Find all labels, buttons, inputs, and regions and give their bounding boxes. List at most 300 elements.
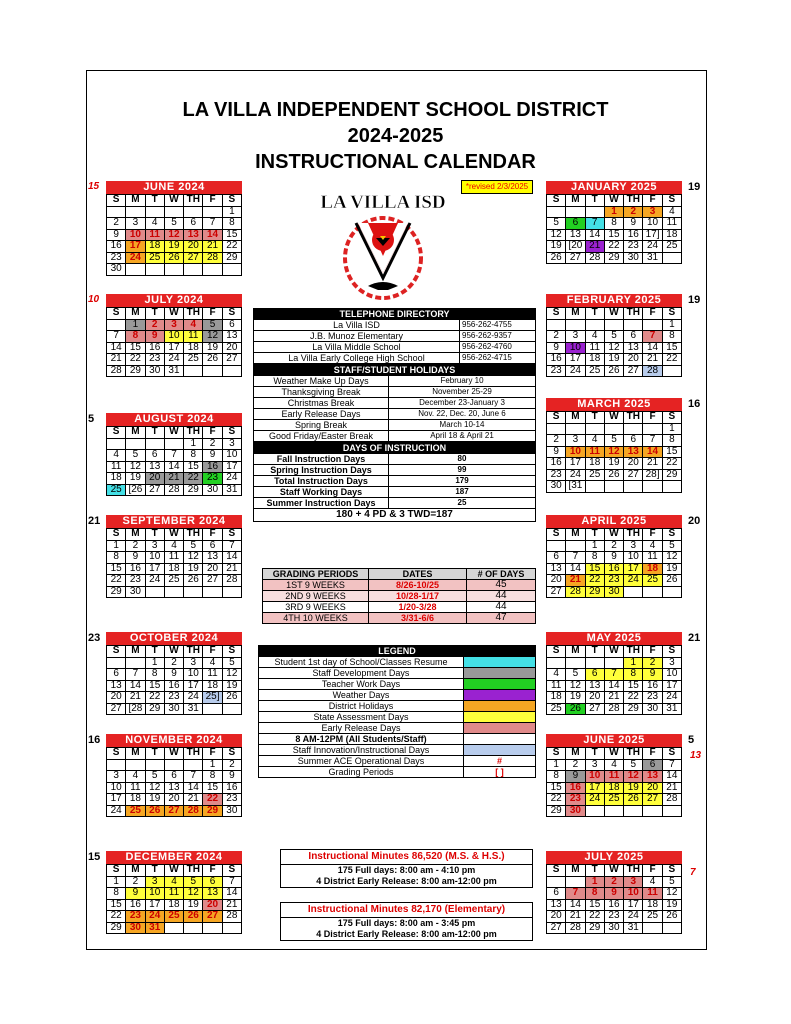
day-cell: 22 — [585, 575, 604, 587]
instruction-value: 187 — [389, 487, 536, 498]
day-cell: 10 — [566, 446, 585, 458]
month-title: MARCH 2025 — [546, 398, 682, 411]
day-cell: 31 — [662, 703, 681, 715]
day-cell: 16 — [624, 229, 643, 241]
weekday-label: TH — [624, 308, 643, 320]
weekday-label: M — [126, 195, 145, 207]
day-cell: 2 — [643, 657, 662, 669]
holiday-name: Spring Break — [254, 420, 389, 431]
day-cell: 9 — [566, 771, 585, 783]
day-cell: 16 — [547, 354, 566, 366]
day-cell — [662, 922, 681, 934]
month-day-total: 21 — [88, 515, 101, 527]
weekday-label: T — [585, 646, 604, 658]
day-cell: 1 — [222, 206, 241, 218]
day-cell: 12 — [145, 782, 164, 794]
day-cell: 17] — [643, 229, 662, 241]
day-cell: 5 — [184, 540, 203, 552]
day-cell — [184, 586, 203, 598]
day-cell: 26 — [547, 252, 566, 264]
day-cell: 15 — [107, 899, 126, 911]
month-sep24 — [88, 515, 242, 598]
day-cell: 15 — [126, 342, 145, 354]
day-cell: 7 — [643, 435, 662, 447]
weekday-label: TH — [184, 865, 203, 877]
instruction-label: Fall Instruction Days — [254, 454, 389, 465]
day-cell: 18 — [126, 794, 145, 806]
day-cell: [20 — [566, 241, 585, 253]
day-cell — [184, 206, 203, 218]
day-cell: 20 — [203, 563, 222, 575]
weekday-label: F — [643, 308, 662, 320]
day-cell — [203, 264, 222, 276]
directory-name: La Villa Middle School — [254, 342, 460, 353]
day-cell: 27 — [222, 354, 241, 366]
day-cell: 18 — [662, 229, 681, 241]
day-cell: 9 — [604, 552, 623, 564]
day-cell: 27 — [203, 911, 222, 923]
day-cell: 21 — [184, 794, 203, 806]
day-cell: 25 — [585, 469, 604, 481]
day-cell: 5 — [547, 218, 566, 230]
day-cell: 8 — [203, 771, 222, 783]
weekday-label: T — [145, 865, 164, 877]
month-day-total: 16 — [88, 734, 101, 746]
day-cell: 19 — [184, 563, 203, 575]
day-cell: 17 — [566, 354, 585, 366]
day-cell: 4 — [126, 771, 145, 783]
weekday-label: F — [643, 412, 662, 424]
day-cell: 7 — [222, 540, 241, 552]
weekday-label: S — [547, 412, 566, 424]
day-cell: 15 — [184, 461, 203, 473]
day-cell: 1 — [585, 540, 604, 552]
day-cell — [164, 586, 183, 598]
day-cell: 23 — [164, 692, 183, 704]
day-cell — [566, 319, 585, 331]
directory-phone: 956-262-4760 — [460, 342, 536, 353]
grading-header-days: # OF DAYS — [467, 569, 536, 580]
instruction-value: 25 — [389, 498, 536, 509]
day-cell: 20 — [222, 342, 241, 354]
day-cell: 27 — [145, 484, 164, 496]
day-cell: 21 — [222, 563, 241, 575]
day-cell: 17 — [624, 563, 643, 575]
day-cell: 7 — [662, 759, 681, 771]
holiday-date: November 25-29 — [389, 387, 536, 398]
day-cell: 24 — [624, 575, 643, 587]
instruction-label: Spring Instruction Days — [254, 465, 389, 476]
day-cell: 11 — [604, 771, 623, 783]
day-cell: 30 — [222, 805, 241, 817]
day-cell: 24 — [164, 354, 183, 366]
weekday-label: T — [585, 412, 604, 424]
weekday-label: S — [547, 646, 566, 658]
month-title: JANUARY 2025 — [546, 181, 682, 194]
day-cell: 27 — [184, 252, 203, 264]
grading-panel — [262, 568, 535, 624]
weekday-label: S — [107, 529, 126, 541]
day-cell: 21 — [604, 692, 623, 704]
day-cell: 5 — [222, 657, 241, 669]
day-cell: 3 — [662, 657, 681, 669]
day-cell: 25 — [184, 354, 203, 366]
day-cell: 2 — [164, 657, 183, 669]
weekday-label: T — [585, 529, 604, 541]
weekday-label: F — [203, 748, 222, 760]
day-cell: 28] — [643, 469, 662, 481]
day-cell: 23 — [126, 911, 145, 923]
holiday-date: December 23-January 3 — [389, 398, 536, 409]
day-cell — [107, 438, 126, 450]
day-cell: 24 — [624, 911, 643, 923]
month-title: NOVEMBER 2024 — [106, 734, 242, 747]
weekday-label: M — [566, 529, 585, 541]
day-cell: 22 — [222, 241, 241, 253]
weekday-label: W — [164, 865, 183, 877]
weekday-label: T — [145, 195, 164, 207]
weekday-label: M — [126, 865, 145, 877]
day-cell: 22 — [624, 692, 643, 704]
month-day-total: 15 — [88, 181, 100, 192]
day-cell: 18 — [184, 342, 203, 354]
month-jan25 — [546, 181, 701, 264]
day-cell: 20 — [203, 899, 222, 911]
day-cell: 2 — [604, 876, 623, 888]
day-cell: 1 — [624, 657, 643, 669]
day-cell: 1 — [107, 540, 126, 552]
day-cell: 7 — [566, 552, 585, 564]
day-cell: 28 — [184, 805, 203, 817]
day-cell: 22 — [604, 241, 623, 253]
day-cell: 10 — [662, 669, 681, 681]
day-cell: 27 — [585, 703, 604, 715]
weekday-label: TH — [184, 195, 203, 207]
grading-days: 44 — [467, 591, 536, 602]
day-cell: 22 — [203, 794, 222, 806]
day-cell: 24 — [107, 805, 126, 817]
day-cell: 29 — [624, 703, 643, 715]
day-cell: 3 — [624, 540, 643, 552]
day-cell: 2 — [222, 759, 241, 771]
day-cell: 5 — [164, 218, 183, 230]
holiday-name: Christmas Break — [254, 398, 389, 409]
day-cell — [624, 586, 643, 598]
day-cell: 18 — [604, 782, 623, 794]
day-cell: 17 — [145, 899, 164, 911]
instruction-label: Total Instruction Days — [254, 476, 389, 487]
day-cell: 2 — [126, 540, 145, 552]
day-cell: 6 — [643, 759, 662, 771]
day-cell: 29 — [107, 922, 126, 934]
weekday-label: W — [604, 412, 623, 424]
day-cell — [222, 922, 241, 934]
weekday-label: F — [643, 865, 662, 877]
day-cell: 28 — [585, 252, 604, 264]
weekday-label: M — [126, 308, 145, 320]
weekday-label: T — [145, 646, 164, 658]
day-cell — [643, 319, 662, 331]
day-cell: 10 — [624, 888, 643, 900]
day-cell — [126, 206, 145, 218]
weekday-label: T — [585, 748, 604, 760]
day-cell: 5 — [203, 319, 222, 331]
day-cell: 7 — [566, 888, 585, 900]
day-cell: 26 — [203, 354, 222, 366]
minutes-elem-title: Instructional Minutes 82,170 (Elementary) — [281, 903, 532, 918]
day-cell: 1 — [662, 423, 681, 435]
weekday-label: M — [566, 646, 585, 658]
day-cell — [184, 365, 203, 377]
day-cell — [145, 206, 164, 218]
month-day-total: 19 — [688, 181, 701, 193]
month-jun25 — [546, 734, 702, 817]
day-cell: 17 — [662, 680, 681, 692]
day-cell: 19 — [222, 680, 241, 692]
weekday-label: S — [547, 865, 566, 877]
instruction-value: 179 — [389, 476, 536, 487]
weekday-label: TH — [184, 646, 203, 658]
day-cell: 8 — [547, 771, 566, 783]
weekday-label: W — [604, 529, 623, 541]
day-cell: 29 — [203, 805, 222, 817]
day-cell: 4 — [604, 759, 623, 771]
day-cell: [28 — [126, 703, 145, 715]
day-cell: 27 — [547, 922, 566, 934]
day-cell — [145, 586, 164, 598]
day-cell: 24 — [126, 252, 145, 264]
day-cell: 22 — [107, 575, 126, 587]
day-cell: 5 — [604, 331, 623, 343]
legend-label: Teacher Work Days — [259, 679, 464, 690]
day-cell: 18 — [107, 473, 126, 485]
day-cell: 28 — [222, 911, 241, 923]
day-cell: 17 — [624, 899, 643, 911]
day-cell: 15 — [222, 229, 241, 241]
day-cell: 11 — [547, 680, 566, 692]
day-cell: 22 — [107, 911, 126, 923]
weekday-label: M — [566, 865, 585, 877]
day-cell: 13 — [222, 331, 241, 343]
day-cell: 8 — [126, 331, 145, 343]
day-cell: 11 — [585, 446, 604, 458]
weekday-label: S — [662, 529, 681, 541]
day-cell: 20 — [184, 241, 203, 253]
day-cell: 29 — [184, 484, 203, 496]
day-cell: 1 — [203, 759, 222, 771]
day-cell — [643, 423, 662, 435]
minutes-elem-box — [280, 902, 533, 941]
day-cell: 12 — [184, 552, 203, 564]
holiday-name: Weather Make Up Days — [254, 376, 389, 387]
legend-label: Student 1st day of School/Classes Resume — [259, 657, 464, 668]
weekday-label: T — [585, 195, 604, 207]
day-cell: 23 — [643, 692, 662, 704]
day-cell: 3 — [145, 540, 164, 552]
weekday-label: M — [566, 412, 585, 424]
weekday-label: M — [126, 646, 145, 658]
weekday-label: S — [107, 646, 126, 658]
day-cell: 2 — [126, 876, 145, 888]
month-day-total-secondary: 13 — [690, 750, 702, 761]
weekday-label: T — [585, 865, 604, 877]
day-cell — [585, 805, 604, 817]
day-cell: 22 — [184, 473, 203, 485]
holiday-name: Thanksgiving Break — [254, 387, 389, 398]
weekday-label: F — [203, 195, 222, 207]
day-cell — [624, 423, 643, 435]
day-cell: 29 — [222, 252, 241, 264]
day-cell: 8 — [624, 669, 643, 681]
day-cell: 17 — [107, 794, 126, 806]
day-cell: 23 — [126, 575, 145, 587]
day-cell: 11 — [107, 461, 126, 473]
day-cell: 31 — [164, 365, 183, 377]
day-cell: 10 — [145, 888, 164, 900]
day-cell: 8 — [145, 669, 164, 681]
day-cell: 20 — [547, 575, 566, 587]
day-cell: 1 — [585, 876, 604, 888]
district-title: LA VILLA INDEPENDENT SCHOOL DISTRICT — [182, 99, 609, 121]
day-cell: 28 — [662, 794, 681, 806]
day-cell: 11 — [643, 888, 662, 900]
day-cell — [566, 206, 585, 218]
day-cell — [126, 759, 145, 771]
day-cell: 1 — [604, 206, 623, 218]
day-cell: 16 — [222, 782, 241, 794]
directory-name: J.B. Munoz Elementary — [254, 331, 460, 342]
day-cell: 10 — [107, 782, 126, 794]
day-cell: 9 — [164, 669, 183, 681]
day-cell: 11 — [585, 342, 604, 354]
day-cell: 14 — [184, 782, 203, 794]
day-cell: 30 — [624, 252, 643, 264]
day-cell: 28 — [566, 922, 585, 934]
day-cell: 13 — [585, 680, 604, 692]
day-cell — [184, 759, 203, 771]
weekday-label: W — [164, 529, 183, 541]
day-cell: 21 — [585, 241, 604, 253]
weekday-label: S — [547, 195, 566, 207]
day-cell: 27 — [624, 365, 643, 377]
day-cell: 6 — [145, 450, 164, 462]
day-cell: 1 — [145, 657, 164, 669]
day-cell: 30 — [566, 805, 585, 817]
day-cell — [145, 759, 164, 771]
day-cell: 3 — [145, 876, 164, 888]
day-cell: 14 — [222, 888, 241, 900]
day-cell — [585, 319, 604, 331]
grading-days: 44 — [467, 602, 536, 613]
day-cell — [585, 423, 604, 435]
month-jun24 — [88, 181, 242, 276]
day-cell: 24 — [145, 575, 164, 587]
legend-swatch: [ ] — [464, 767, 536, 778]
day-cell — [662, 805, 681, 817]
day-cell: 4 — [643, 540, 662, 552]
day-cell: 23 — [203, 473, 222, 485]
day-cell: 23 — [566, 794, 585, 806]
day-cell: 9 — [126, 888, 145, 900]
day-cell: 25 — [643, 911, 662, 923]
day-cell — [184, 922, 203, 934]
day-cell: 13 — [547, 899, 566, 911]
weekday-label: S — [547, 308, 566, 320]
day-cell — [145, 264, 164, 276]
weekday-label: S — [222, 529, 241, 541]
day-cell: 12 — [662, 552, 681, 564]
day-cell: 7 — [107, 331, 126, 343]
day-cell: 11 — [164, 552, 183, 564]
day-cell: 12 — [126, 461, 145, 473]
month-day-total: 16 — [688, 398, 701, 410]
day-cell: 20 — [585, 692, 604, 704]
la-villa-isd-logo — [318, 178, 448, 308]
day-cell: 31 — [643, 252, 662, 264]
instruction-summary: 180 + 4 PD & 3 TWD=187 — [254, 509, 536, 522]
day-cell: 17 — [126, 241, 145, 253]
directory-phone: 956-262-4755 — [460, 320, 536, 331]
grading-dates: 10/28-1/17 — [369, 591, 467, 602]
day-cell: 10 — [624, 552, 643, 564]
weekday-label: W — [164, 427, 183, 439]
day-cell: 4 — [107, 450, 126, 462]
day-cell — [107, 319, 126, 331]
day-cell: 14 — [604, 680, 623, 692]
day-cell: 29 — [585, 586, 604, 598]
day-cell: 21 — [107, 354, 126, 366]
day-cell: 15 — [547, 782, 566, 794]
day-cell: 15 — [107, 563, 126, 575]
weekday-label: W — [164, 646, 183, 658]
day-cell: 19 — [604, 354, 623, 366]
day-cell: 19 — [184, 899, 203, 911]
day-cell: 11 — [184, 331, 203, 343]
day-cell: 8 — [585, 552, 604, 564]
day-cell: 4 — [145, 218, 164, 230]
day-cell: 11 — [126, 782, 145, 794]
day-cell: 15 — [662, 342, 681, 354]
day-cell: 12 — [604, 342, 623, 354]
day-cell: 6 — [203, 876, 222, 888]
day-cell: 9 — [547, 342, 566, 354]
day-cell: 23 — [547, 365, 566, 377]
day-cell: 28 — [566, 586, 585, 598]
legend-label: Summer ACE Operational Days — [259, 756, 464, 767]
month-title: JULY 2024 — [106, 294, 242, 307]
day-cell — [643, 805, 662, 817]
day-cell: 30 — [145, 365, 164, 377]
day-cell: 19 — [547, 241, 566, 253]
day-cell: 22 — [662, 458, 681, 470]
day-cell: 24 — [585, 794, 604, 806]
day-cell: 14 — [662, 771, 681, 783]
day-cell: 15 — [585, 563, 604, 575]
holiday-date: Nov. 22, Dec. 20, June 6 — [389, 409, 536, 420]
day-cell: 27 — [203, 575, 222, 587]
day-cell: 14 — [126, 680, 145, 692]
day-cell: 10 — [126, 229, 145, 241]
day-cell: 4 — [585, 435, 604, 447]
weekday-label: TH — [184, 427, 203, 439]
day-cell: 7 — [164, 450, 183, 462]
day-cell — [164, 438, 183, 450]
day-cell: 16 — [566, 782, 585, 794]
day-cell: 8 — [662, 435, 681, 447]
day-cell — [566, 423, 585, 435]
day-cell: 6 — [107, 669, 126, 681]
day-cell: 6 — [624, 435, 643, 447]
